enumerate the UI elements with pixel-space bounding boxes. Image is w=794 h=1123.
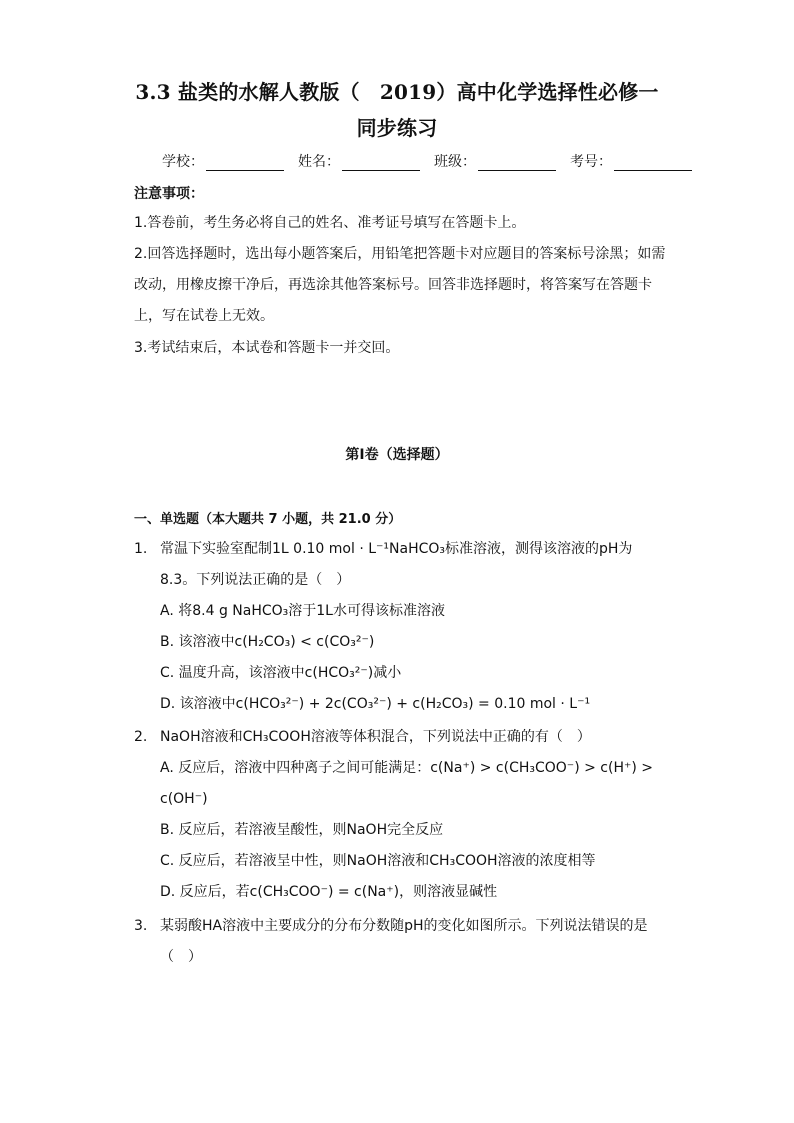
class-label: 班级： bbox=[434, 154, 476, 170]
question-stem: 某弱酸HA溶液中主要成分的分布分数随pH的变化如图所示。下列说法错误的是（ ） bbox=[160, 918, 648, 965]
option-c[interactable]: C. 反应后，若溶液呈中性，则NaOH溶液和CH₃COOH溶液的浓度相等 bbox=[160, 853, 596, 869]
notice-item-2: 2.回答选择题时，选出每小题答案后，用铅笔把答题卡对应题目的答案标号涂黑；如需改动，用橡皮擦干净后，再选涂其他答案标号。回答非选择题时，将答案写在答题卡上，写在试卷上无效。 bbox=[134, 246, 666, 324]
name-label: 姓名： bbox=[298, 154, 340, 170]
name-blank[interactable] bbox=[342, 156, 420, 171]
school-field[interactable] bbox=[162, 151, 284, 171]
option-d[interactable]: D. 反应后，若c(CH₃COO⁻) = c(Na⁺)，则溶液显碱性 bbox=[160, 884, 498, 900]
question-number: 2. bbox=[134, 729, 148, 745]
question-2 bbox=[134, 722, 668, 908]
exam-title-line1: 3.3 盐类的水解人教版（ 2019）高中化学选择性必修一 bbox=[135, 80, 659, 104]
question-stem: 常温下实验室配制1L 0.10 mol · L⁻¹NaHCO₃标准溶液，测得该溶液的pH为8.3。下列说法正确的是（ ） bbox=[160, 541, 633, 588]
section-title: 第Ⅰ卷（选择题） bbox=[345, 447, 449, 463]
id-label: 考号： bbox=[570, 154, 612, 170]
notice-item-1: 1.答卷前，考生务必将自己的姓名、准考证号填写在答题卡上。 bbox=[134, 215, 526, 231]
question-1 bbox=[134, 534, 668, 720]
option-a[interactable]: A. 将8.4 g NaHCO₃溶于1L水可得该标准溶液 bbox=[160, 603, 445, 619]
notice-item-3: 3.考试结束后，本试卷和答题卡一并交回。 bbox=[134, 340, 400, 356]
exam-title-line2: 同步练习 bbox=[356, 116, 438, 140]
notice-title: 注意事项： bbox=[134, 186, 204, 202]
option-a[interactable]: A. 反应后，溶液中四种离子之间可能满足：c(Na⁺) > c(CH₃COO⁻) > c(H⁺) > c(OH⁻) bbox=[160, 760, 654, 807]
school-blank[interactable] bbox=[206, 156, 284, 171]
class-field[interactable] bbox=[434, 151, 556, 171]
question-3 bbox=[134, 911, 668, 973]
option-d[interactable]: D. 该溶液中c(HCO₃²⁻) + 2c(CO₃²⁻) + c(H₂CO₃) = 0.10 mol · L⁻¹ bbox=[160, 696, 591, 712]
part-title: 一、单选题（本大题共 7 小题，共 21.0 分） bbox=[134, 512, 402, 527]
question-number: 3. bbox=[134, 918, 148, 934]
id-blank[interactable] bbox=[614, 156, 692, 171]
option-b[interactable]: B. 反应后，若溶液呈酸性，则NaOH完全反应 bbox=[160, 822, 444, 838]
school-label: 学校： bbox=[162, 154, 204, 170]
question-stem: NaOH溶液和CH₃COOH溶液等体积混合，下列说法中正确的有（ ） bbox=[160, 729, 591, 745]
class-blank[interactable] bbox=[478, 156, 556, 171]
id-field[interactable] bbox=[570, 151, 692, 171]
option-c[interactable]: C. 温度升高，该溶液中c(HCO₃²⁻)减小 bbox=[160, 665, 402, 681]
student-info-row bbox=[162, 151, 692, 171]
option-b[interactable]: B. 该溶液中c(H₂CO₃) < c(CO₃²⁻) bbox=[160, 634, 375, 650]
question-number: 1. bbox=[134, 541, 148, 557]
name-field[interactable] bbox=[298, 151, 420, 171]
